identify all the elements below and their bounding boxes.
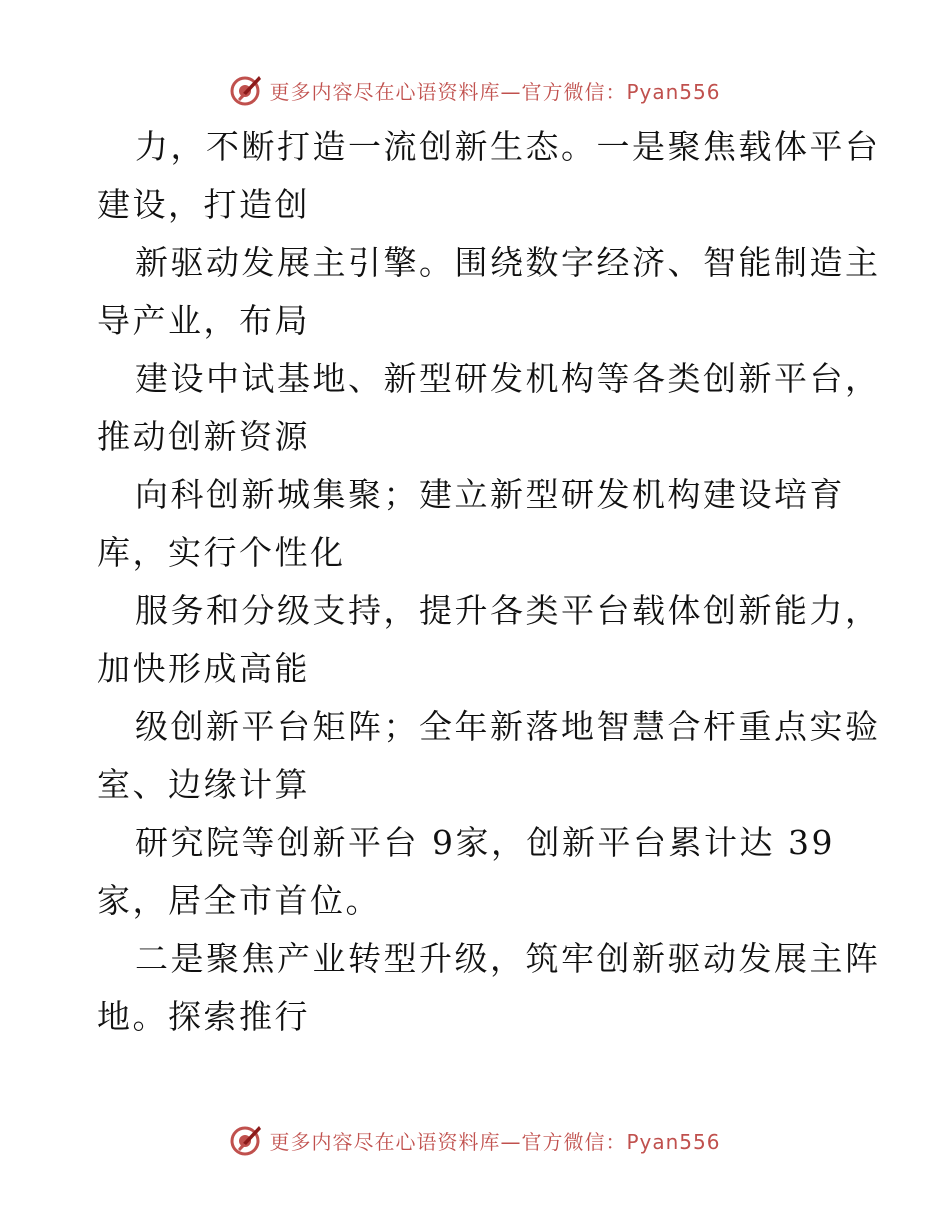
text-line: 新驱动发展主引擎。围绕数字经济、智能制造主 <box>135 243 881 282</box>
text-line: 建设中试基地、新型研发机构等各类创新平台， <box>135 359 881 398</box>
paragraph <box>97 118 881 234</box>
document-body <box>97 118 881 1046</box>
paragraph <box>97 814 867 930</box>
text-line: 服务和分级支持，提升各类平台载体创新能力， <box>135 591 881 630</box>
text-line: 向科创新城集聚；建立新型研发机构建设培育 <box>135 475 845 514</box>
quill-pen-logo-icon <box>229 73 263 107</box>
text-line: 力，不断打造一流创新生态。一是聚焦载体平台 <box>135 127 881 166</box>
footer-banner-text: 更多内容尽在心语资料库—官方微信：Pyan556 <box>269 1129 721 1154</box>
paragraph <box>97 350 881 466</box>
text-line: 研究院等创新平台 9家，创新平台累计达 39 <box>135 823 835 862</box>
text-line: 级创新平台矩阵；全年新落地智慧合杆重点实验 <box>135 707 881 746</box>
paragraph <box>97 698 881 814</box>
text-line: 二是聚焦产业转型升级，筑牢创新驱动发展主阵 <box>135 939 881 978</box>
footer-banner <box>0 1120 950 1160</box>
header-banner-content <box>229 73 720 107</box>
paragraph <box>97 930 881 1046</box>
footer-banner-content <box>229 1123 720 1157</box>
text-line: 地。探索推行 <box>97 997 310 1036</box>
text-line: 建设，打造创 <box>97 185 310 224</box>
header-banner <box>0 70 950 110</box>
quill-pen-logo-icon <box>229 1123 263 1157</box>
paragraph <box>97 466 867 582</box>
text-line: 导产业，布局 <box>97 301 310 340</box>
header-banner-text: 更多内容尽在心语资料库—官方微信：Pyan556 <box>269 79 721 104</box>
paragraph <box>97 234 881 350</box>
text-line: 室、边缘计算 <box>97 765 310 804</box>
paragraph <box>97 582 881 698</box>
text-line: 库，实行个性化 <box>97 533 346 572</box>
text-line: 推动创新资源 <box>97 417 310 456</box>
text-line: 家，居全市首位。 <box>97 881 381 920</box>
text-line: 加快形成高能 <box>97 649 310 688</box>
